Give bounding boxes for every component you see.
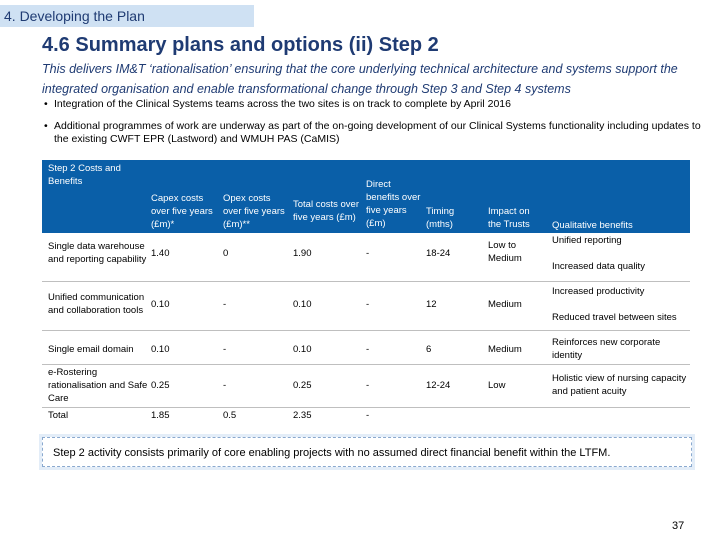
table-row: [42, 284, 690, 326]
slide-title: 4.6 Summary plans and options (ii) Step 2: [42, 34, 439, 56]
row-direct: -: [366, 343, 370, 355]
intro-text: This delivers IM&T ‘rationalisation’ ensuring that the core underlying technical architecture and systems support the integrated organisation and enable transformational change through Step 3 and Step 4 systems: [42, 62, 678, 96]
bullet-list: [42, 98, 712, 155]
total-opex: 0.5: [223, 409, 237, 421]
row-qualitative: Reduced travel between sites: [552, 311, 677, 323]
row-name: Single email domain: [48, 343, 134, 355]
row-total: 0.25: [293, 379, 312, 391]
header-direct-benefits: Direct benefits over five years (£m): [366, 179, 421, 229]
header-timing: Timing (mths): [426, 206, 455, 230]
header-total: Total costs over five years (£m): [293, 199, 359, 223]
row-timing: 12: [426, 298, 437, 310]
header-corner: Step 2 Costs and Benefits: [48, 163, 121, 187]
row-qualitative: Reinforces new corporate identity: [552, 337, 661, 361]
row-direct: -: [366, 379, 370, 391]
table-row: [42, 233, 690, 281]
row-divider: [42, 281, 690, 282]
row-timing: 6: [426, 343, 432, 355]
header-impact: Impact on the Trusts: [488, 206, 530, 230]
row-impact: Medium: [488, 298, 522, 310]
header-opex: Opex costs over five years (£m)**: [223, 192, 285, 230]
row-divider: [42, 330, 690, 331]
page-number: 37: [672, 520, 685, 532]
row-opex: 0: [223, 247, 229, 259]
row-direct: -: [366, 247, 370, 259]
total-total: 2.35: [293, 409, 312, 421]
row-qualitative: Holistic view of nursing capacity and patient acuity: [552, 373, 687, 397]
bullet-item: • Additional programmes of work are underway as part of the on-going development of our Clinical Systems functionality including updates to the existing CWFT EPR (Lastword) and WMUH PAS (CaMIS): [42, 120, 712, 146]
row-opex: -: [223, 343, 227, 355]
table-header: [42, 160, 690, 233]
row-direct: -: [366, 298, 370, 310]
row-total: 1.90: [293, 247, 312, 259]
header-qualitative: Qualitative benefits: [552, 219, 633, 231]
row-qualitative: Increased data quality: [552, 260, 645, 272]
row-capex: 1.40: [151, 247, 170, 259]
row-timing: 12-24: [426, 379, 451, 391]
bullet-item: • Integration of the Clinical Systems teams across the two sites is on track to complete by April 2016: [42, 98, 712, 111]
callout-text: Step 2 activity consists primarily of core enabling projects with no assumed direct financial benefit within the LTFM.: [53, 447, 611, 459]
total-label: Total: [48, 409, 69, 421]
total-row: [42, 408, 690, 422]
row-impact: Low to Medium: [488, 240, 522, 264]
row-opex: -: [223, 379, 227, 391]
row-name: Unified communication and collaboration tools: [48, 292, 145, 316]
row-capex: 0.10: [151, 298, 170, 310]
row-qualitative: Increased productivity: [552, 285, 645, 297]
row-total: 0.10: [293, 343, 312, 355]
section-tab: 4. Developing the Plan: [0, 5, 254, 27]
total-direct: -: [366, 409, 370, 421]
row-total: 0.10: [293, 298, 312, 310]
table-row: [42, 365, 690, 407]
row-capex: 0.10: [151, 343, 170, 355]
row-timing: 18-24: [426, 247, 451, 259]
row-name: Single data warehouse and reporting capability: [48, 241, 147, 265]
row-impact: Low: [488, 379, 506, 391]
row-name: e-Rostering rationalisation and Safe Care: [48, 366, 148, 404]
callout-box: [42, 437, 692, 467]
total-capex: 1.85: [151, 409, 170, 421]
row-impact: Medium: [488, 343, 522, 355]
row-qualitative: Unified reporting: [552, 234, 622, 246]
header-capex: Capex costs over five years (£m)*: [151, 192, 213, 230]
table-row: [42, 335, 690, 363]
row-capex: 0.25: [151, 379, 170, 391]
row-opex: -: [223, 298, 227, 310]
